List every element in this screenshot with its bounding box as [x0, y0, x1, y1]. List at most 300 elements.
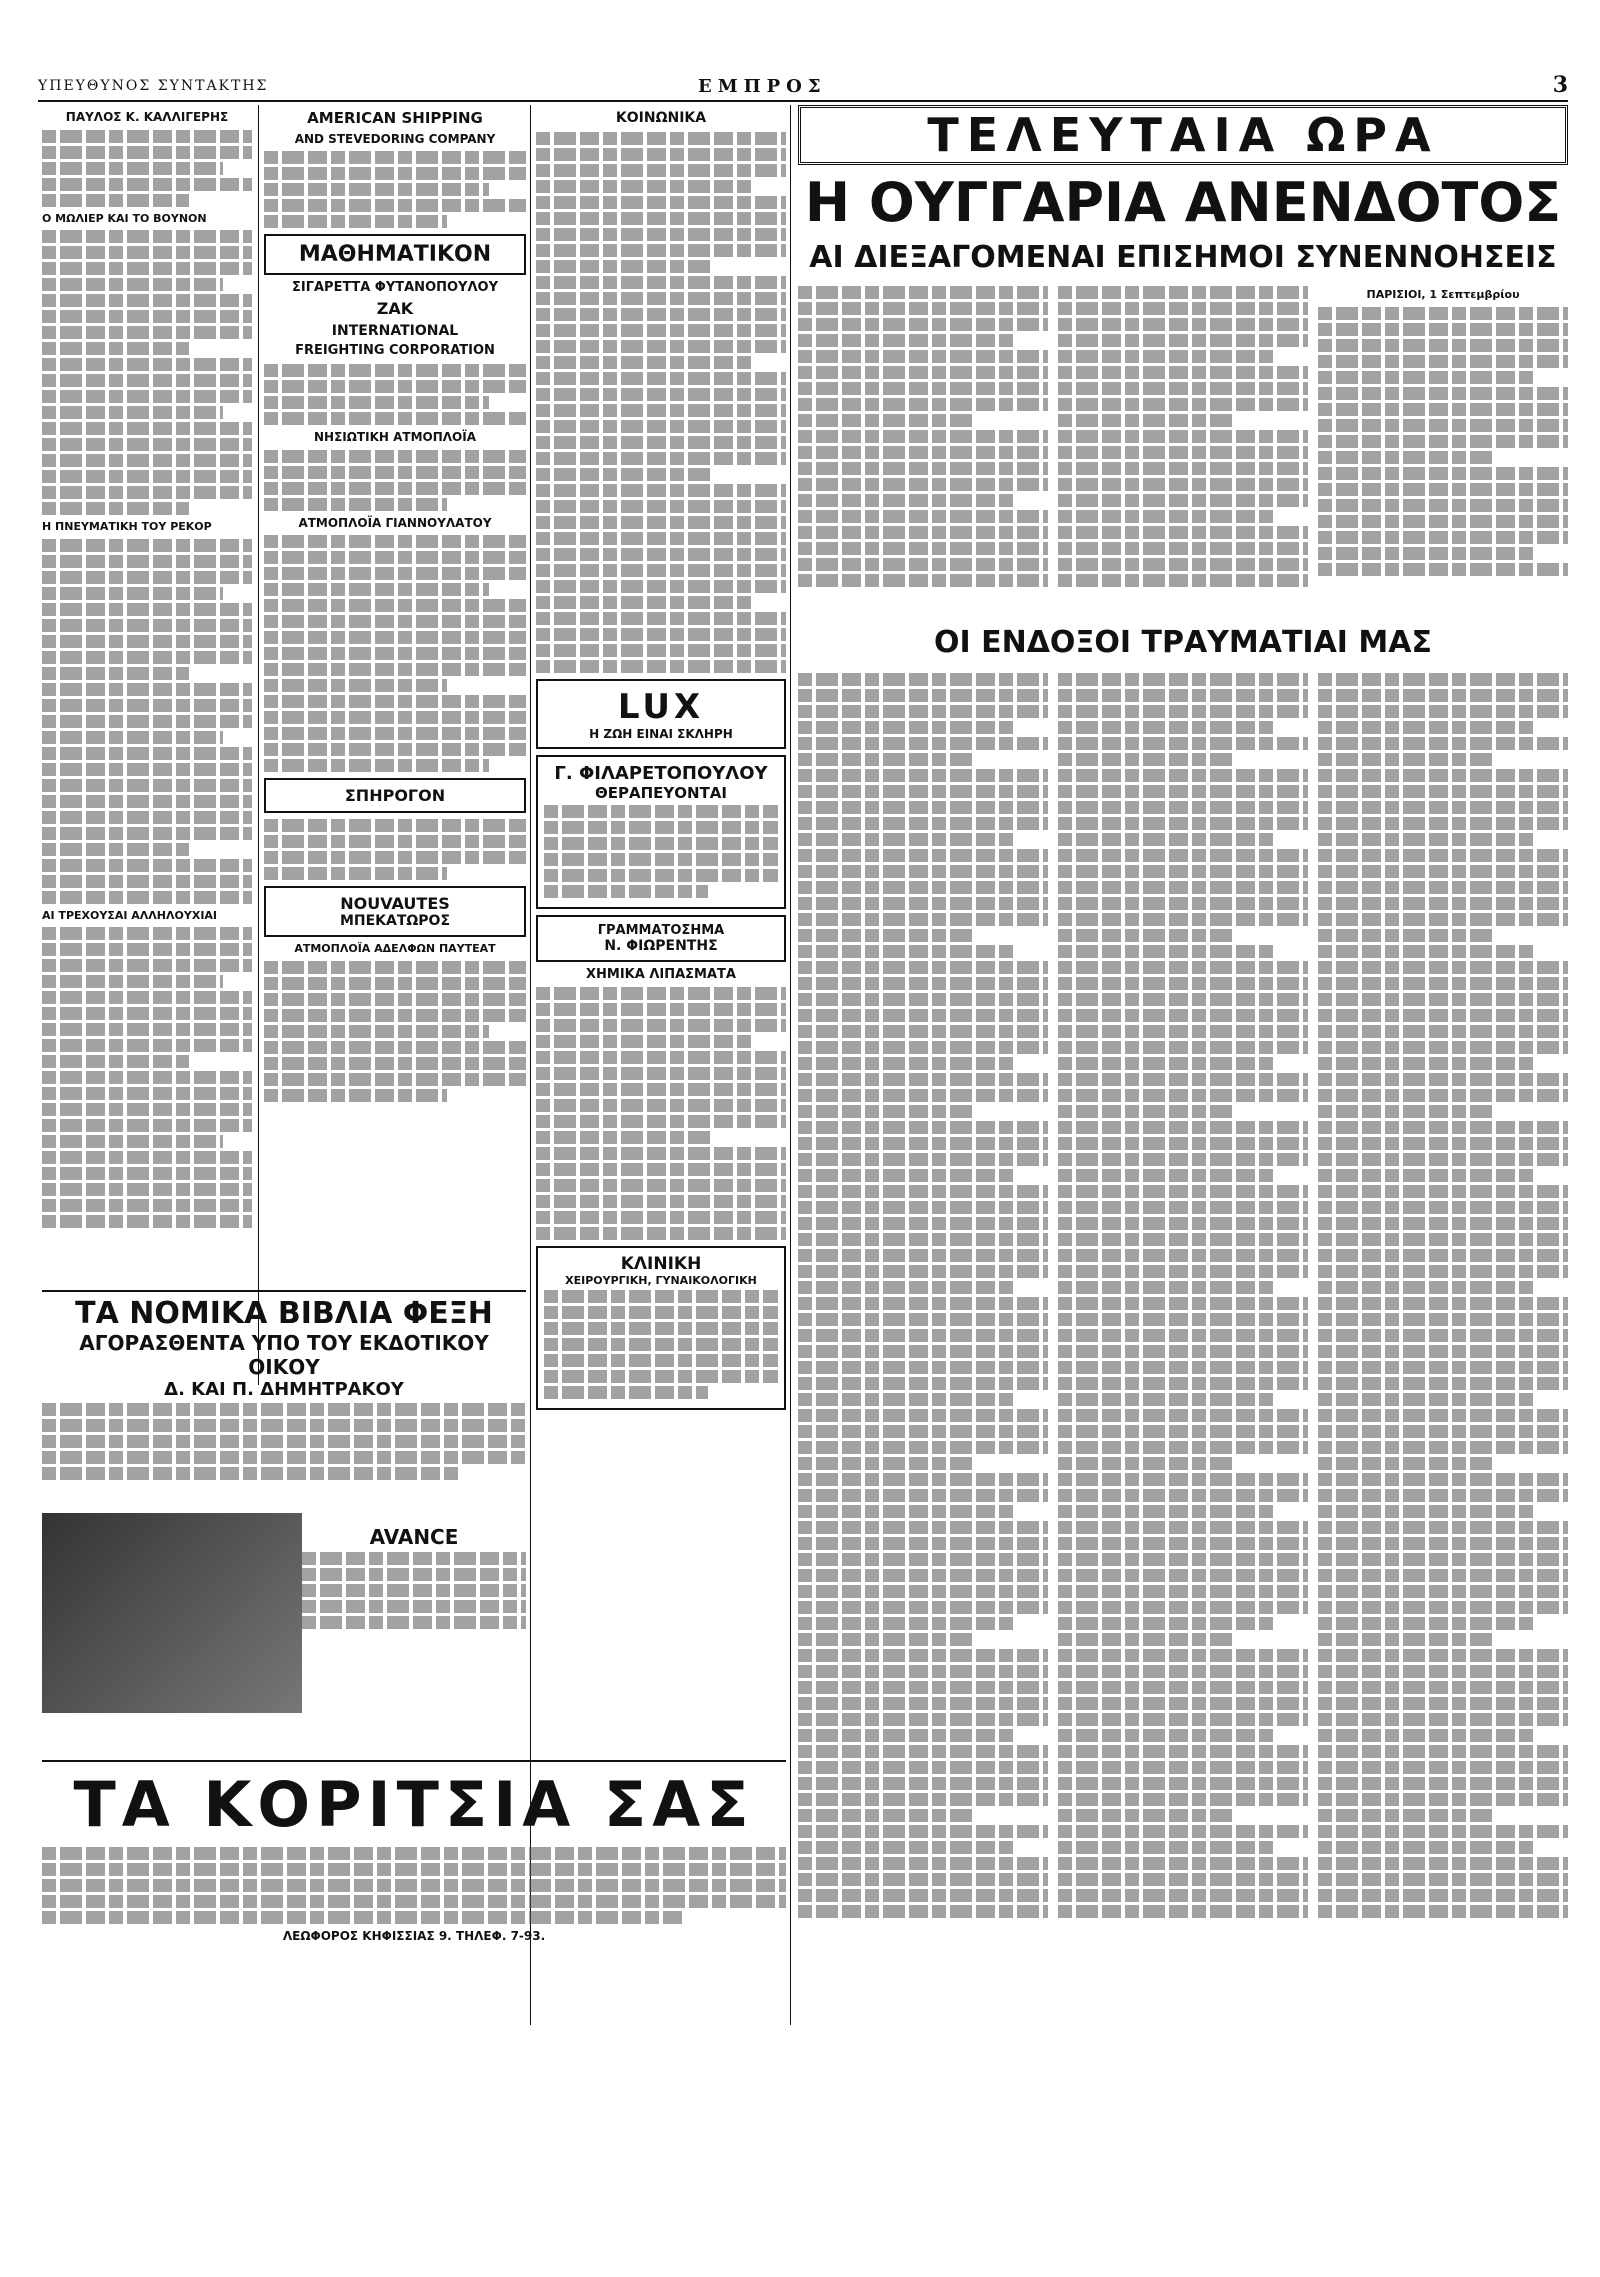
text-line [1058, 1233, 1308, 1246]
text-line [798, 849, 1048, 862]
text-line [1058, 558, 1308, 571]
text-line [42, 1007, 252, 1020]
text-line [798, 1489, 1048, 1502]
text-line [1318, 1761, 1568, 1774]
text-line [798, 350, 1048, 363]
text-line [798, 673, 1048, 686]
text-line [1058, 1297, 1308, 1310]
text-line [798, 1889, 1048, 1902]
text-line [42, 811, 252, 824]
text-line [798, 897, 1048, 910]
text-line [1058, 1585, 1308, 1598]
text-line [544, 853, 778, 866]
text-line [1058, 1857, 1308, 1870]
text-line [1318, 1809, 1493, 1822]
column-rule [258, 105, 259, 1385]
text-line [1318, 1409, 1568, 1422]
text-line [1318, 1873, 1568, 1886]
text-line [544, 1354, 778, 1367]
text-line [798, 753, 973, 766]
girls-ad [42, 1760, 786, 2027]
text-line [1058, 1377, 1308, 1390]
text-line [1058, 769, 1308, 782]
text-line [1058, 673, 1308, 686]
text-line [42, 342, 189, 355]
text-line [1058, 1121, 1308, 1134]
text-line [42, 1419, 526, 1432]
text-line [798, 1569, 1048, 1582]
ad-title: NOUVAUTES [340, 894, 450, 914]
text-line [264, 151, 526, 164]
text-line [536, 260, 711, 273]
text-line [1058, 1201, 1308, 1214]
text-line [42, 539, 252, 552]
text-line [798, 1217, 1048, 1230]
text-line [1318, 881, 1568, 894]
text-line [536, 1035, 751, 1048]
main-headline: Η ΟΥΓΓΑΡΙΑ ΑΝΕΝΔΟΤΟΣ [804, 171, 1562, 234]
text-line [42, 571, 252, 584]
text-line [1058, 1409, 1308, 1422]
text-line [42, 875, 252, 888]
text-line [302, 1552, 526, 1565]
tractor-illustration [42, 1513, 302, 1713]
text-line [1318, 323, 1568, 336]
text-line [1058, 1505, 1273, 1518]
text-line [264, 727, 526, 740]
text-line [1318, 467, 1568, 480]
text-line [1318, 1473, 1568, 1486]
kicker: ΤΕΛΕΥΤΑΙΑ ΩΡΑ [798, 105, 1568, 165]
text-line [1318, 1233, 1568, 1246]
text-line [544, 1386, 708, 1399]
text-line [536, 1179, 786, 1192]
text-line [1318, 1393, 1533, 1406]
text-line [264, 647, 526, 660]
text-line [1318, 1569, 1568, 1582]
text-line [42, 763, 252, 776]
text-line [1058, 1809, 1233, 1822]
text-line [1058, 1345, 1308, 1358]
text-line [536, 132, 786, 145]
text-line [42, 1039, 252, 1052]
text-line [798, 1745, 1048, 1758]
text-line [536, 1003, 786, 1016]
text-line [42, 262, 252, 275]
text-line [1058, 945, 1273, 958]
text-line [1318, 355, 1568, 368]
text-line [798, 1713, 1048, 1726]
text-line [264, 977, 526, 990]
text-line [264, 867, 447, 880]
text-line [1318, 1633, 1493, 1646]
text-line [264, 167, 526, 180]
text-line [798, 833, 1013, 846]
text-line [42, 975, 223, 988]
text-line [1058, 350, 1273, 363]
text-line [264, 380, 526, 393]
text-line [42, 502, 189, 515]
text-line [536, 468, 711, 481]
text-line [544, 1306, 778, 1319]
text-line [798, 1505, 1013, 1518]
text-line [798, 1649, 1048, 1662]
text-line [1318, 1313, 1568, 1326]
text-line [1318, 785, 1568, 798]
text-line [798, 737, 1048, 750]
subhead: Ο ΜΩΛΙΕΡ ΚΑΙ ΤΟ ΒΟΥΝΟΝ [42, 211, 207, 225]
text-line [1058, 414, 1233, 427]
text-line [536, 340, 786, 353]
text-line [1058, 1553, 1308, 1566]
text-line [264, 498, 447, 511]
ad-subtitle: Δ. ΚΑΙ Π. ΔΗΜΗΤΡΑΚΟΥ [164, 1379, 404, 1400]
ad-title: ΓΡΑΜΜΑΤΟΣΗΜΑ [597, 922, 725, 938]
text-line [1058, 1569, 1308, 1582]
text-line [264, 743, 526, 756]
text-line [798, 1633, 973, 1646]
column-3 [536, 105, 786, 2025]
text-line [536, 1227, 786, 1240]
text-line [42, 1911, 682, 1924]
text-line [798, 945, 1013, 958]
text-line [798, 398, 1048, 411]
column-2-ads [264, 105, 526, 1385]
text-line [798, 1553, 1048, 1566]
text-line [1318, 403, 1568, 416]
text-line [42, 438, 252, 451]
text-line [1058, 1089, 1308, 1102]
text-line [42, 1071, 252, 1084]
text-line [798, 1169, 1013, 1182]
text-line [1318, 1745, 1568, 1758]
text-line [1058, 382, 1308, 395]
text-line [42, 959, 252, 972]
text-line [798, 318, 1048, 331]
text-line [1318, 1169, 1533, 1182]
text-line [1058, 526, 1308, 539]
text-line [536, 244, 786, 257]
text-line [798, 1297, 1048, 1310]
books-ad [42, 1290, 526, 1502]
text-line [798, 1873, 1048, 1886]
text-line [1058, 1793, 1308, 1806]
text-line [264, 466, 526, 479]
text-line [1318, 1041, 1568, 1054]
text-line [264, 1009, 526, 1022]
text-line [42, 1215, 252, 1228]
text-line [1318, 977, 1568, 990]
text-line [42, 1023, 252, 1036]
text-line [536, 580, 786, 593]
text-line [264, 450, 526, 463]
text-line [1058, 1137, 1308, 1150]
page-number: 3 [1552, 72, 1568, 98]
text-line [798, 721, 1013, 734]
text-line [544, 837, 778, 850]
text-line [42, 587, 223, 600]
text-line [1058, 1601, 1308, 1614]
text-line [42, 146, 252, 159]
text-line [1058, 1777, 1308, 1790]
text-line [798, 1313, 1048, 1326]
text-line [798, 1729, 1013, 1742]
text-line [1058, 1825, 1308, 1838]
text-line [1318, 1553, 1568, 1566]
text-line [42, 1055, 189, 1068]
text-line [264, 1041, 526, 1054]
text-line [1318, 1617, 1533, 1630]
text-line [798, 1265, 1048, 1278]
text-line [264, 199, 526, 212]
text-line [42, 130, 252, 143]
text-line [1318, 1441, 1568, 1454]
text-line [1318, 1249, 1568, 1262]
text-line [1318, 1121, 1568, 1134]
text-line [536, 212, 786, 225]
text-line [798, 913, 1048, 926]
text-line [1318, 961, 1568, 974]
text-line [1318, 1185, 1568, 1198]
ad-subtitle: Η ΖΩΗ ΕΙΝΑΙ ΣΚΛΗΡΗ [589, 726, 733, 741]
text-line [1318, 435, 1568, 448]
text-line [1058, 302, 1308, 315]
text-line [798, 1089, 1048, 1102]
text-line [536, 228, 786, 241]
text-line [798, 462, 1048, 475]
text-line [264, 396, 489, 409]
text-line [1318, 945, 1533, 958]
text-line [264, 412, 526, 425]
text-line [544, 1322, 778, 1335]
text-line [1318, 339, 1568, 352]
text-line [1058, 785, 1308, 798]
text-line [1058, 1265, 1308, 1278]
text-line [1318, 897, 1568, 910]
text-line [42, 1167, 252, 1180]
text-line [798, 334, 1013, 347]
text-line [536, 564, 786, 577]
text-line [798, 286, 1048, 299]
text-line [1318, 721, 1533, 734]
text-line [1058, 1073, 1308, 1086]
text-line [1318, 1345, 1568, 1358]
text-line [536, 500, 786, 513]
text-line [798, 1329, 1048, 1342]
text-line [798, 1857, 1048, 1870]
text-line [1058, 1873, 1308, 1886]
ad-title: AVANCE [369, 1525, 459, 1549]
text-line [544, 869, 778, 882]
text-line [42, 1879, 786, 1892]
text-line [1318, 1297, 1568, 1310]
text-line [536, 1067, 786, 1080]
text-line [1318, 1265, 1568, 1278]
text-line [1318, 1073, 1568, 1086]
text-line [1318, 371, 1533, 384]
text-line [536, 548, 786, 561]
text-line [42, 358, 252, 371]
text-line [264, 183, 489, 196]
text-line [1318, 1905, 1568, 1918]
text-line [1058, 1889, 1308, 1902]
ad-title: ΑΤΜΟΠΛΟΪΑ ΑΔΕΛΦΩΝ ΠΑΥΤΕΑΤ [294, 942, 496, 956]
text-line [42, 1199, 252, 1212]
text-line [1058, 1729, 1273, 1742]
text-line [264, 663, 526, 676]
text-line [1318, 929, 1493, 942]
subhead: ΑΙ ΤΡΕΧΟΥΣΑΙ ΑΛΛΗΛΟΥΧΙΑΙ [42, 908, 218, 922]
text-line [798, 1233, 1048, 1246]
text-line [536, 1195, 786, 1208]
text-line [798, 1281, 1013, 1294]
text-line [1318, 1457, 1493, 1470]
text-line [264, 583, 489, 596]
text-line [798, 1665, 1048, 1678]
text-line [536, 1163, 786, 1176]
text-line [42, 603, 252, 616]
text-line [1318, 1601, 1568, 1614]
text-line [1318, 483, 1568, 496]
text-line [264, 819, 526, 832]
text-line [1058, 1457, 1233, 1470]
text-line [1058, 849, 1308, 862]
text-line [1318, 387, 1568, 400]
text-line [536, 180, 751, 193]
text-line [536, 516, 786, 529]
ad-subtitle: ΑΓΟΡΑΣΘΕΝΤΑ ΥΠΟ ΤΟΥ ΕΚΔΟΤΙΚΟΥ ΟΙΚΟΥ [79, 1331, 489, 1379]
section-title: ΚΟΙΝΩΝΙΚΑ [615, 110, 707, 126]
text-line [1058, 1841, 1273, 1854]
text-line [798, 689, 1048, 702]
text-line [1058, 1489, 1308, 1502]
text-line [536, 420, 786, 433]
text-line [264, 961, 526, 974]
text-line [42, 178, 252, 191]
text-line [42, 246, 252, 259]
text-line [42, 651, 252, 664]
ad-title: ΣΠΗΡΟΓΟΝ [344, 786, 446, 806]
text-line [302, 1568, 526, 1581]
text-line [1058, 1649, 1308, 1662]
text-line [798, 881, 1048, 894]
ad-title: ΚΛΙΝΙΚΗ [620, 1254, 702, 1275]
text-line [544, 885, 708, 898]
text-line [536, 196, 786, 209]
text-line [42, 390, 252, 403]
text-line [1318, 515, 1568, 528]
text-line [264, 1057, 526, 1070]
text-line [1318, 1585, 1568, 1598]
text-line [798, 302, 1048, 315]
text-line [544, 1370, 778, 1383]
text-line [798, 430, 1048, 443]
text-line [1318, 817, 1568, 830]
text-line [42, 310, 252, 323]
text-line [42, 731, 223, 744]
text-line [798, 1249, 1048, 1262]
ad-title: ΝΗΣΙΩΤΙΚΗ ΑΤΜΟΠΛΟΪΑ [313, 430, 477, 445]
text-line [1058, 737, 1308, 750]
text-line [798, 382, 1048, 395]
text-line [798, 1073, 1048, 1086]
text-line [798, 1441, 1048, 1454]
text-line [798, 1777, 1048, 1790]
text-line [1318, 1713, 1568, 1726]
text-line [798, 1473, 1048, 1486]
text-line [798, 1041, 1048, 1054]
text-line [42, 843, 189, 856]
text-line [1058, 1057, 1273, 1070]
text-line [1058, 689, 1308, 702]
text-line [42, 991, 252, 1004]
text-line [536, 436, 786, 449]
text-line [1318, 1361, 1568, 1374]
text-line [1318, 1825, 1568, 1838]
text-line [42, 1403, 526, 1416]
text-line [536, 324, 786, 337]
text-line [42, 162, 223, 175]
text-line [1058, 334, 1308, 347]
text-line [42, 927, 252, 940]
text-line [536, 1115, 786, 1128]
text-line [264, 364, 526, 377]
text-line [1318, 1057, 1533, 1070]
text-line [42, 1087, 252, 1100]
text-line [1058, 286, 1308, 299]
text-line [42, 1183, 252, 1196]
text-line [1318, 1777, 1568, 1790]
text-line [1318, 673, 1568, 686]
text-line [1318, 753, 1493, 766]
ad-title: ΧΗΜΙΚΑ ΛΙΠΑΣΜΑΤΑ [586, 966, 736, 982]
text-line [798, 1793, 1048, 1806]
text-line [536, 1131, 711, 1144]
text-line [536, 276, 786, 289]
text-line [1318, 1681, 1568, 1694]
text-line [798, 1025, 1048, 1038]
text-line [1318, 419, 1568, 432]
text-line [42, 1435, 526, 1448]
text-line [798, 1105, 973, 1118]
text-line [544, 821, 778, 834]
text-line [264, 551, 526, 564]
text-line [1318, 563, 1568, 576]
text-line [1318, 1153, 1568, 1166]
text-line [798, 961, 1048, 974]
text-line [536, 356, 751, 369]
text-line [1318, 1009, 1568, 1022]
text-line [536, 596, 751, 609]
text-line [42, 827, 252, 840]
text-line [1058, 1361, 1308, 1374]
text-line [1058, 1473, 1308, 1486]
text-line [264, 631, 526, 644]
text-line [1058, 881, 1308, 894]
text-line [536, 388, 786, 401]
text-line [42, 779, 252, 792]
text-line [1058, 366, 1308, 379]
text-line [536, 404, 786, 417]
text-line [1318, 1793, 1568, 1806]
text-line [536, 1019, 786, 1032]
section-headline: ΟΙ ΕΝΔΟΞΟΙ ΤΡΑΥΜΑΤΙΑΙ ΜΑΣ [934, 625, 1432, 660]
text-line [42, 470, 252, 483]
text-line [1058, 817, 1308, 830]
text-line [264, 851, 526, 864]
text-line [1058, 446, 1308, 459]
text-line [798, 1617, 1013, 1630]
